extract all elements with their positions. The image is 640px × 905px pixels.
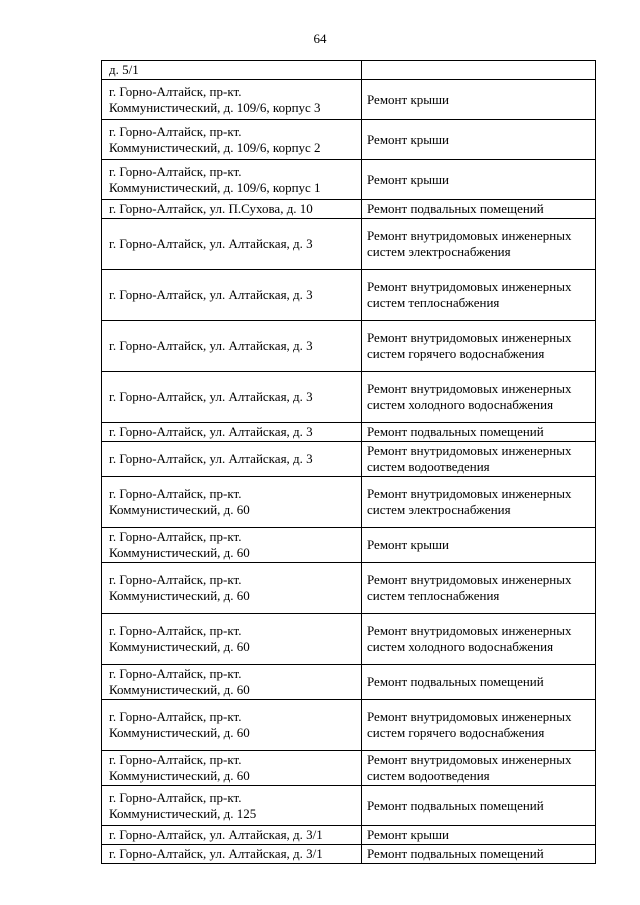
address-cell: г. Горно-Алтайск, ул. Алтайская, д. 3 (102, 372, 362, 423)
work-type-cell: Ремонт подвальных помещений (362, 423, 596, 442)
table-row (102, 786, 596, 826)
table-row (102, 845, 596, 864)
table-row (102, 219, 596, 270)
work-type-cell: Ремонт внутридомовых инженерных систем холодного водоснабжения (362, 372, 596, 423)
work-type-cell: Ремонт крыши (362, 826, 596, 845)
work-type-cell (362, 61, 596, 80)
address-cell: г. Горно-Алтайск, пр-кт. Коммунистический, д. 60 (102, 563, 362, 614)
table-row (102, 700, 596, 751)
address-cell: г. Горно-Алтайск, пр-кт. Коммунистический, д. 60 (102, 751, 362, 786)
work-type-cell: Ремонт внутридомовых инженерных систем водоотведения (362, 442, 596, 477)
work-type-cell: Ремонт внутридомовых инженерных систем холодного водоснабжения (362, 614, 596, 665)
table-row (102, 665, 596, 700)
work-type-cell: Ремонт крыши (362, 160, 596, 200)
work-type-cell: Ремонт внутридомовых инженерных систем теплоснабжения (362, 270, 596, 321)
table-row (102, 442, 596, 477)
address-cell: г. Горно-Алтайск, пр-кт. Коммунистический, д. 109/6, корпус 3 (102, 80, 362, 120)
table-row (102, 528, 596, 563)
table-row (102, 751, 596, 786)
address-cell: г. Горно-Алтайск, пр-кт. Коммунистический, д. 60 (102, 665, 362, 700)
address-cell: г. Горно-Алтайск, пр-кт. Коммунистический, д. 109/6, корпус 1 (102, 160, 362, 200)
address-cell: г. Горно-Алтайск, пр-кт. Коммунистический, д. 60 (102, 477, 362, 528)
table-row (102, 423, 596, 442)
table-row (102, 200, 596, 219)
work-type-cell: Ремонт подвальных помещений (362, 665, 596, 700)
address-cell: г. Горно-Алтайск, пр-кт. Коммунистический, д. 60 (102, 528, 362, 563)
address-cell: г. Горно-Алтайск, пр-кт. Коммунистический, д. 60 (102, 614, 362, 665)
work-type-cell: Ремонт подвальных помещений (362, 786, 596, 826)
table-row (102, 614, 596, 665)
table-row (102, 120, 596, 160)
address-cell: г. Горно-Алтайск, ул. Алтайская, д. 3/1 (102, 845, 362, 864)
table-row (102, 80, 596, 120)
work-type-cell: Ремонт крыши (362, 80, 596, 120)
address-cell: г. Горно-Алтайск, ул. Алтайская, д. 3 (102, 321, 362, 372)
table-row (102, 563, 596, 614)
work-type-cell: Ремонт подвальных помещений (362, 200, 596, 219)
address-cell: г. Горно-Алтайск, ул. Алтайская, д. 3/1 (102, 826, 362, 845)
address-cell: г. Горно-Алтайск, ул. Алтайская, д. 3 (102, 219, 362, 270)
work-type-cell: Ремонт подвальных помещений (362, 845, 596, 864)
address-cell: д. 5/1 (102, 61, 362, 80)
work-type-cell: Ремонт внутридомовых инженерных систем электроснабжения (362, 477, 596, 528)
table-row (102, 270, 596, 321)
work-type-cell: Ремонт внутридомовых инженерных систем горячего водоснабжения (362, 321, 596, 372)
table-body (102, 61, 596, 864)
table-row (102, 160, 596, 200)
table-row (102, 477, 596, 528)
address-cell: г. Горно-Алтайск, ул. Алтайская, д. 3 (102, 270, 362, 321)
table-row (102, 321, 596, 372)
repair-table (101, 60, 596, 864)
address-cell: г. Горно-Алтайск, пр-кт. Коммунистический, д. 109/6, корпус 2 (102, 120, 362, 160)
page-number: 64 (313, 31, 327, 46)
address-cell: г. Горно-Алтайск, пр-кт. Коммунистический, д. 125 (102, 786, 362, 826)
address-cell: г. Горно-Алтайск, пр-кт. Коммунистический, д. 60 (102, 700, 362, 751)
table-row (102, 61, 596, 80)
table-row (102, 372, 596, 423)
address-cell: г. Горно-Алтайск, ул. Алтайская, д. 3 (102, 442, 362, 477)
work-type-cell: Ремонт внутридомовых инженерных систем теплоснабжения (362, 563, 596, 614)
address-cell: г. Горно-Алтайск, ул. Алтайская, д. 3 (102, 423, 362, 442)
work-type-cell: Ремонт внутридомовых инженерных систем электроснабжения (362, 219, 596, 270)
work-type-cell: Ремонт внутридомовых инженерных систем водоотведения (362, 751, 596, 786)
work-type-cell: Ремонт внутридомовых инженерных систем горячего водоснабжения (362, 700, 596, 751)
address-cell: г. Горно-Алтайск, ул. П.Сухова, д. 10 (102, 200, 362, 219)
work-type-cell: Ремонт крыши (362, 528, 596, 563)
work-type-cell: Ремонт крыши (362, 120, 596, 160)
table-row (102, 826, 596, 845)
